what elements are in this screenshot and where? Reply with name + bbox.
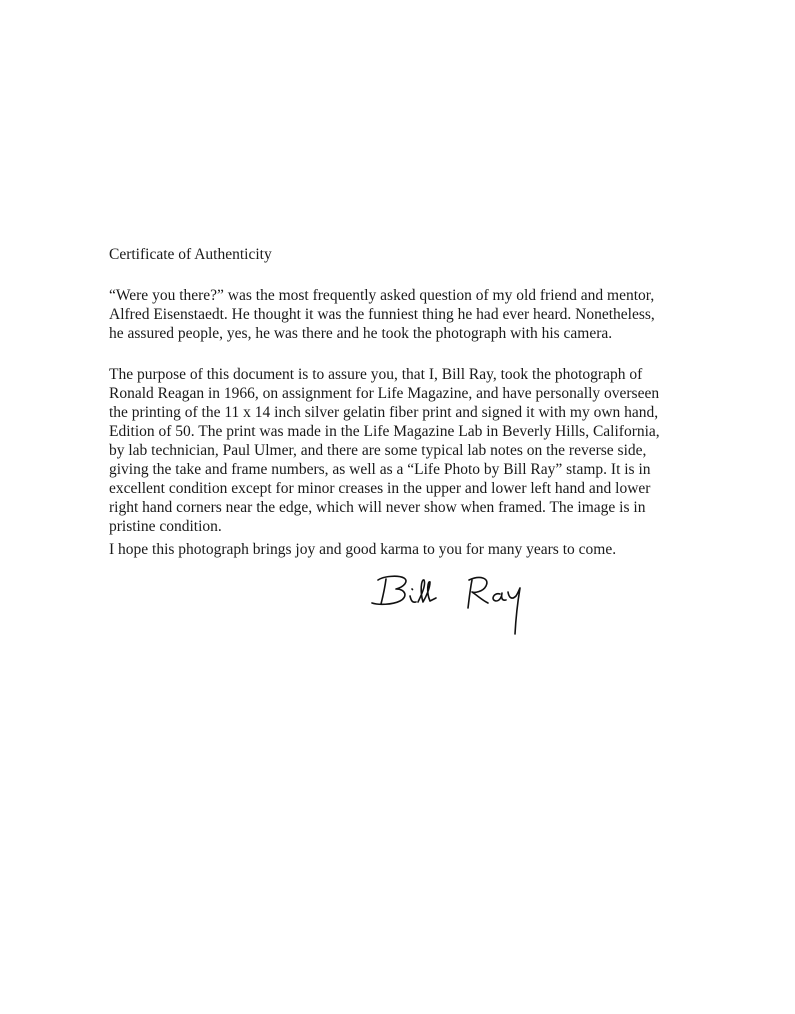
paragraph2-line: right hand corners near the edge, which will never show when framed. The image is in: [109, 499, 646, 516]
paragraph2-line: by lab technician, Paul Ulmer, and there are some typical lab notes on the reverse side,: [109, 442, 647, 459]
handwritten-signature: [368, 570, 548, 640]
paragraph3-line: I hope this photograph brings joy and good karma to you for many years to come.: [109, 541, 617, 558]
paragraph1-line: Alfred Eisenstaedt. He thought it was the funniest thing he had ever heard. Nonetheless,: [109, 306, 655, 323]
paragraph2-line: Ronald Reagan in 1966, on assignment for Life Magazine, and have personally overseen: [109, 385, 660, 402]
paragraph2-line: excellent condition except for minor creases in the upper and lower left hand and lower: [109, 480, 651, 497]
paragraph2-line: the printing of the 11 x 14 inch silver gelatin fiber print and signed it with my own hand,: [109, 404, 659, 421]
signature-drawing: [368, 570, 548, 640]
paragraph2-line: pristine condition.: [109, 518, 222, 535]
paragraph2-line: Edition of 50. The print was made in the Life Magazine Lab in Beverly Hills, California,: [109, 423, 660, 440]
document-heading: Certificate of Authenticity: [109, 246, 272, 263]
paragraph2-line: giving the take and frame numbers, as well as a “Life Photo by Bill Ray” stamp. It is in: [109, 461, 651, 478]
paragraph2-line: The purpose of this document is to assure you, that I, Bill Ray, took the photograph of: [109, 366, 643, 383]
paragraph1-line: he assured people, yes, he was there and he took the photograph with his camera.: [109, 325, 613, 342]
paragraph1-line: “Were you there?” was the most frequently asked question of my old friend and mentor,: [109, 287, 655, 304]
